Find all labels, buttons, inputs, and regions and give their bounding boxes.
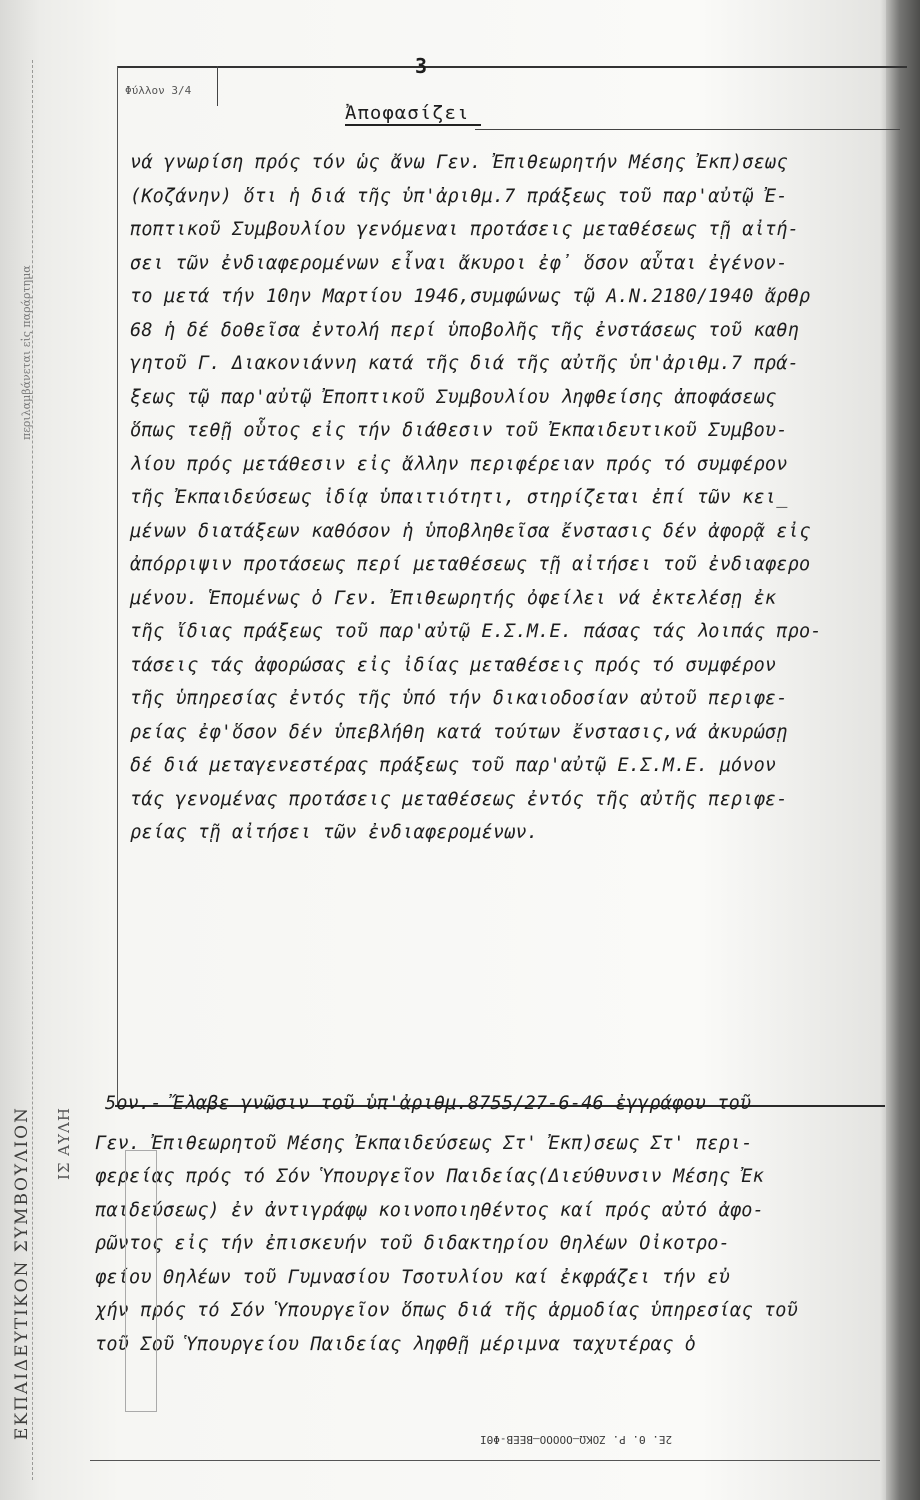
document-sheet [95, 54, 885, 1440]
body-line: σει τῶν ἐνδιαφερομένων εἶναι ἄκυροι ἐφ᾽ ὅσον αὗται ἐγένον- [130, 252, 788, 274]
heading-underline [475, 129, 900, 130]
body-line: τῆς ἴδιας πράξεως τοῦ παρ'αὐτῷ Ε.Σ.Μ.Ε. πάσας τάς λοιπάς προ- [130, 621, 822, 642]
body-line: μένου. Ἑπομένως ὁ Γεν. Ἐπιθεωρητής ὀφείλει νά ἐκτελέσῃ ἐκ [130, 587, 777, 609]
body-line: ὅπως τεθῇ οὗτος εἰς τήν διάθεσιν τοῦ Ἐκπαιδευτικοῦ Συμβου- [130, 420, 788, 441]
body-line: 68 ἡ δέ δοθεῖσα ἐντολή περί ὑποβολῆς τῆς ἐνστάσεως τοῦ καθη [130, 319, 799, 341]
section-line: Γεν. Ἐπιθεωρητοῦ Μέσης Ἐκπαιδεύσεως Στ' Ἐκπ)σεως Στ' περι- [95, 1132, 753, 1154]
body-line: μένων διατάξεων καθόσον ἡ ὑποβληθεῖσα ἔνστασις δέν ἀφορᾷ εἰς [130, 520, 811, 542]
body-line: δέ διά μεταγενεστέρας πράξεως τοῦ παρ'αὐτῷ Ε.Σ.Μ.Ε. μόνον [130, 755, 777, 776]
body-line: τῆς Ἐκπαιδεύσεως ἰδίᾳ ὑπαιτιότητι, στηρίζεται ἐπί τῶν κει_ [130, 487, 788, 508]
page-number: 3 [415, 54, 428, 78]
body-line: ἀπόρριψιν προτάσεως περί μεταθέσεως τῇ αἰτήσει τοῦ ἐνδιαφερο [130, 554, 811, 575]
section-line: φείου Θηλέων τοῦ Γυμνασίου Τσοτυλίου καί ἐκφράζει τήν εὐ [95, 1266, 730, 1288]
body-line: ξεως τῷ παρ'αὐτῷ Ἐποπτικοῦ Συμβουλίου ληφθείσης ἀποφάσεως [130, 386, 777, 408]
section-line: 5ον.- Ἔλαβε γνῶσιν τοῦ ὑπ'ἀριθμ.8755/27-6-46 ἐγγράφου τοῦ [105, 1093, 752, 1114]
margin-stamp-box [125, 1150, 157, 1412]
margin-vertical-title: ΕΚΠΑΙΔΕΥΤΙΚΟΝ ΣΥΜΒΟΥΛΙΟΝ [12, 1106, 32, 1440]
margin-vertical-note: περιλαμβάνεται εἰς παράρτημα [20, 265, 33, 440]
body-line: λίου πρός μετάθεσιν εἰς ἄλλην περιφέρειαν πρός τό συμφέρον [130, 453, 788, 475]
top-border-line [117, 66, 907, 68]
body-line: το μετά τήν 10ην Μαρτίου 1946,συμφώνως τῷ Α.Ν.2180/1940 ἄρθρ [130, 286, 811, 307]
section-text [95, 1087, 885, 1361]
body-line: (Κοζάνην) ὅτι ἡ διά τῆς ὑπ'ἀριθμ.7 πράξεως τοῦ παρ'αὐτῷ Ἐ- [130, 185, 788, 207]
body-line: τῆς ὑπηρεσίας ἐντός τῆς ὑπό τήν δικαιοδοσίαν αὐτοῦ περιφε- [130, 688, 788, 709]
section-line: φερείας πρός τό Σόν Ὑπουργεῖον Παιδείας(Διεύθυνσιν Μέσης Ἐκ [95, 1166, 764, 1187]
body-line: γητοῦ Γ. Διακονιάννη κατά τῆς διά τῆς αὐτῆς ὑπ'ἀριθμ.7 πρά- [130, 353, 799, 374]
section-line: τοῦ Σοῦ Ὑπουργείου Παιδείας ληφθῇ μέριμνα ταχυτέρας ὁ [95, 1333, 696, 1355]
body-line: νά γνωρίση πρός τόν ὡς ἄνω Γεν. Ἐπιθεωρητήν Μέσης Ἐκπ)σεως [130, 152, 788, 173]
bottom-divider [90, 1460, 880, 1461]
margin-vertical-stamp: ΙΣ ΑΥΛΗ [55, 1107, 73, 1180]
body-text [130, 146, 900, 850]
left-border-line [117, 66, 118, 1106]
document-heading: Ἀποφασίζει [345, 102, 481, 126]
reference-box [117, 66, 218, 106]
reference-text: Φύλλον 3/4 [125, 84, 192, 97]
body-line: ποπτικοῦ Συμβουλίου γενόμεναι προτάσεις μεταθέσεως τῇ αἰτή- [130, 219, 799, 240]
body-line: τάσεις τάς ἀφορώσας εἰς ἰδίας μεταθέσεις πρός τό συμφέρον [130, 654, 777, 676]
body-line: τάς γενομένας προτάσεις μεταθέσεως ἐντός τῆς αὐτῆς περιφε- [130, 788, 788, 810]
section-line: παιδεύσεως) ἐν ἀντιγράφῳ κοινοποιηθέντος καί πρός αὐτό ἀφο- [95, 1199, 764, 1221]
body-line: ρείας τῇ αἰτήσει τῶν ἐνδιαφερομένων. [130, 822, 539, 843]
section-line: ρῶντος εἰς τήν ἐπισκευήν τοῦ διδακτηρίου Θηλέων Οἰκοτρο- [95, 1233, 730, 1254]
section-line: χήν πρός τό Σόν Ὑπουργεῖον ὅπως διά τῆς ἁρμοδίας ὑπηρεσίας τοῦ [95, 1300, 798, 1321]
body-line: ρείας ἐφ'ὅσον δέν ὑπεβλήθη κατά τούτων ἔνστασις,νά ἀκυρώσῃ [130, 721, 788, 743]
footer-print-code: 2Ε. Θ. Ρ. ΖΟΚΩ—ΟΟΟΟΟ—ΒΕΕΒ-ΦΘΙ [480, 1433, 673, 1446]
